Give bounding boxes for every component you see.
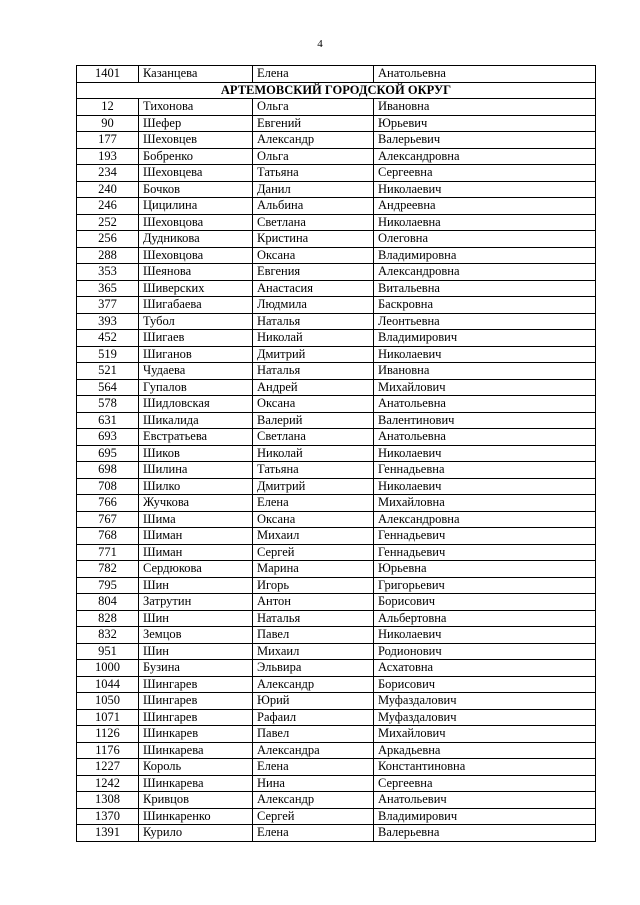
cell-patronymic: Владимирович [374, 808, 596, 825]
cell-number: 521 [77, 363, 139, 380]
table-row [77, 330, 596, 347]
cell-name: Александра [253, 742, 374, 759]
cell-patronymic: Александровна [374, 511, 596, 528]
cell-name: Елена [253, 759, 374, 776]
cell-surname: Шилина [139, 462, 253, 479]
cell-patronymic: Валентинович [374, 412, 596, 429]
table-row [77, 742, 596, 759]
cell-patronymic: Анатольевна [374, 66, 596, 83]
cell-surname: Кривцов [139, 792, 253, 809]
cell-name: Дмитрий [253, 346, 374, 363]
cell-surname: Шикалида [139, 412, 253, 429]
cell-number: 767 [77, 511, 139, 528]
cell-patronymic: Андреевна [374, 198, 596, 215]
cell-surname: Шидловская [139, 396, 253, 413]
cell-patronymic: Борисович [374, 676, 596, 693]
cell-patronymic: Михайлович [374, 379, 596, 396]
table-row [77, 132, 596, 149]
cell-surname: Шигабаева [139, 297, 253, 314]
cell-number: 1071 [77, 709, 139, 726]
table-row [77, 214, 596, 231]
cell-name: Игорь [253, 577, 374, 594]
cell-name: Николай [253, 445, 374, 462]
cell-patronymic: Анатольевна [374, 429, 596, 446]
cell-number: 795 [77, 577, 139, 594]
cell-number: 365 [77, 280, 139, 297]
cell-surname: Шинкарева [139, 742, 253, 759]
cell-patronymic: Александровна [374, 264, 596, 281]
cell-number: 708 [77, 478, 139, 495]
cell-surname: Цицилина [139, 198, 253, 215]
cell-surname: Шингарев [139, 709, 253, 726]
cell-name: Евгений [253, 115, 374, 132]
cell-patronymic: Юрьевич [374, 115, 596, 132]
cell-surname: Затрутин [139, 594, 253, 611]
cell-patronymic: Валерьевич [374, 132, 596, 149]
table-row [77, 594, 596, 611]
table-row [77, 412, 596, 429]
cell-number: 1391 [77, 825, 139, 842]
cell-patronymic: Григорьевич [374, 577, 596, 594]
cell-patronymic: Анатольевич [374, 792, 596, 809]
cell-patronymic: Михайлович [374, 726, 596, 743]
cell-patronymic: Аркадьевна [374, 742, 596, 759]
cell-patronymic: Анатольевна [374, 396, 596, 413]
cell-surname: Сердюкова [139, 561, 253, 578]
cell-name: Наталья [253, 610, 374, 627]
cell-surname: Шин [139, 610, 253, 627]
cell-patronymic: Олеговна [374, 231, 596, 248]
cell-number: 631 [77, 412, 139, 429]
cell-patronymic: Константиновна [374, 759, 596, 776]
cell-surname: Шеянова [139, 264, 253, 281]
cell-name: Анастасия [253, 280, 374, 297]
cell-name: Сергей [253, 544, 374, 561]
cell-number: 832 [77, 627, 139, 644]
table-row [77, 511, 596, 528]
cell-surname: Шеховцова [139, 214, 253, 231]
cell-name: Антон [253, 594, 374, 611]
cell-name: Наталья [253, 363, 374, 380]
cell-surname: Шиков [139, 445, 253, 462]
cell-patronymic: Ивановна [374, 99, 596, 116]
cell-name: Рафаил [253, 709, 374, 726]
table-row [77, 445, 596, 462]
table-row [77, 264, 596, 281]
cell-surname: Король [139, 759, 253, 776]
cell-surname: Шеховцев [139, 132, 253, 149]
cell-name: Андрей [253, 379, 374, 396]
cell-number: 240 [77, 181, 139, 198]
table-row [77, 577, 596, 594]
table-row [77, 808, 596, 825]
cell-surname: Евстратьева [139, 429, 253, 446]
cell-name: Оксана [253, 511, 374, 528]
cell-number: 698 [77, 462, 139, 479]
cell-surname: Бобренко [139, 148, 253, 165]
cell-surname: Гупалов [139, 379, 253, 396]
table-row [77, 759, 596, 776]
cell-surname: Курило [139, 825, 253, 842]
table-row [77, 610, 596, 627]
cell-number: 1126 [77, 726, 139, 743]
table-row [77, 495, 596, 512]
cell-name: Татьяна [253, 462, 374, 479]
cell-patronymic: Ивановна [374, 363, 596, 380]
table-row [77, 693, 596, 710]
cell-name: Оксана [253, 247, 374, 264]
roster-body [77, 66, 596, 842]
table-row [77, 627, 596, 644]
cell-number: 252 [77, 214, 139, 231]
cell-surname: Тубол [139, 313, 253, 330]
table-row [77, 165, 596, 182]
cell-name: Дмитрий [253, 478, 374, 495]
table-row [77, 792, 596, 809]
cell-number: 12 [77, 99, 139, 116]
cell-patronymic: Владимировна [374, 247, 596, 264]
cell-patronymic: Витальевна [374, 280, 596, 297]
cell-name: Елена [253, 825, 374, 842]
table-row [77, 379, 596, 396]
cell-name: Евгения [253, 264, 374, 281]
cell-number: 1050 [77, 693, 139, 710]
cell-surname: Шиман [139, 528, 253, 545]
cell-number: 768 [77, 528, 139, 545]
cell-number: 377 [77, 297, 139, 314]
cell-surname: Жучкова [139, 495, 253, 512]
table-row [77, 544, 596, 561]
cell-patronymic: Геннадьевич [374, 544, 596, 561]
cell-number: 578 [77, 396, 139, 413]
cell-name: Михаил [253, 643, 374, 660]
table-row [77, 462, 596, 479]
cell-number: 693 [77, 429, 139, 446]
table-row [77, 478, 596, 495]
table-row [77, 726, 596, 743]
cell-name: Людмила [253, 297, 374, 314]
cell-name: Александр [253, 792, 374, 809]
cell-surname: Дудникова [139, 231, 253, 248]
cell-name: Елена [253, 66, 374, 83]
table-row [77, 561, 596, 578]
table-row [77, 99, 596, 116]
cell-name: Марина [253, 561, 374, 578]
cell-number: 564 [77, 379, 139, 396]
cell-surname: Шингарев [139, 676, 253, 693]
cell-number: 1401 [77, 66, 139, 83]
cell-name: Александр [253, 676, 374, 693]
cell-patronymic: Владимирович [374, 330, 596, 347]
cell-name: Данил [253, 181, 374, 198]
cell-name: Павел [253, 726, 374, 743]
section-header-row [77, 82, 596, 99]
table-row [77, 231, 596, 248]
cell-patronymic: Геннадьевна [374, 462, 596, 479]
cell-number: 1242 [77, 775, 139, 792]
cell-surname: Шинкарева [139, 775, 253, 792]
cell-surname: Шинкаренко [139, 808, 253, 825]
cell-surname: Земцов [139, 627, 253, 644]
cell-number: 193 [77, 148, 139, 165]
cell-number: 828 [77, 610, 139, 627]
cell-name: Александр [253, 132, 374, 149]
cell-name: Татьяна [253, 165, 374, 182]
cell-patronymic: Николаевич [374, 445, 596, 462]
cell-patronymic: Асхатовна [374, 660, 596, 677]
cell-patronymic: Борисович [374, 594, 596, 611]
cell-patronymic: Альбертовна [374, 610, 596, 627]
cell-patronymic: Николаевич [374, 181, 596, 198]
table-row [77, 660, 596, 677]
cell-number: 766 [77, 495, 139, 512]
cell-surname: Чудаева [139, 363, 253, 380]
cell-number: 1176 [77, 742, 139, 759]
roster-table [76, 65, 596, 842]
cell-name: Валерий [253, 412, 374, 429]
cell-name: Ольга [253, 148, 374, 165]
cell-number: 804 [77, 594, 139, 611]
cell-surname: Шеховцева [139, 165, 253, 182]
cell-name: Юрий [253, 693, 374, 710]
cell-surname: Шиман [139, 544, 253, 561]
cell-surname: Тихонова [139, 99, 253, 116]
cell-surname: Шефер [139, 115, 253, 132]
cell-surname: Шима [139, 511, 253, 528]
cell-number: 246 [77, 198, 139, 215]
cell-patronymic: Валерьевна [374, 825, 596, 842]
table-row [77, 676, 596, 693]
cell-patronymic: Геннадьевич [374, 528, 596, 545]
cell-surname: Шинкарев [139, 726, 253, 743]
table-row [77, 396, 596, 413]
table-row [77, 429, 596, 446]
cell-name: Светлана [253, 429, 374, 446]
cell-name: Альбина [253, 198, 374, 215]
cell-surname: Шиверских [139, 280, 253, 297]
cell-name: Наталья [253, 313, 374, 330]
cell-number: 1044 [77, 676, 139, 693]
table-row [77, 148, 596, 165]
cell-patronymic: Николаевна [374, 214, 596, 231]
cell-patronymic: Родионович [374, 643, 596, 660]
cell-name: Павел [253, 627, 374, 644]
cell-surname: Шигаев [139, 330, 253, 347]
cell-patronymic: Николаевич [374, 346, 596, 363]
cell-name: Сергей [253, 808, 374, 825]
cell-patronymic: Юрьевна [374, 561, 596, 578]
table-row [77, 775, 596, 792]
cell-number: 782 [77, 561, 139, 578]
table-row [77, 825, 596, 842]
cell-number: 177 [77, 132, 139, 149]
table-row [77, 181, 596, 198]
table-row [77, 528, 596, 545]
cell-name: Елена [253, 495, 374, 512]
cell-name: Ольга [253, 99, 374, 116]
cell-patronymic: Николаевич [374, 478, 596, 495]
cell-name: Эльвира [253, 660, 374, 677]
cell-patronymic: Леонтьевна [374, 313, 596, 330]
cell-patronymic: Александровна [374, 148, 596, 165]
cell-name: Оксана [253, 396, 374, 413]
cell-number: 1000 [77, 660, 139, 677]
table-row [77, 313, 596, 330]
cell-number: 90 [77, 115, 139, 132]
table-row [77, 297, 596, 314]
cell-number: 234 [77, 165, 139, 182]
cell-number: 288 [77, 247, 139, 264]
cell-number: 771 [77, 544, 139, 561]
cell-name: Николай [253, 330, 374, 347]
cell-surname: Шиганов [139, 346, 253, 363]
table-row [77, 709, 596, 726]
table-row [77, 247, 596, 264]
cell-surname: Шин [139, 643, 253, 660]
table-row [77, 115, 596, 132]
cell-patronymic: Михайловна [374, 495, 596, 512]
cell-patronymic: Муфаздалович [374, 693, 596, 710]
cell-number: 519 [77, 346, 139, 363]
cell-patronymic: Баскровна [374, 297, 596, 314]
table-row [77, 643, 596, 660]
cell-surname: Шеховцова [139, 247, 253, 264]
table-row [77, 363, 596, 380]
cell-name: Михаил [253, 528, 374, 545]
cell-patronymic: Муфаздалович [374, 709, 596, 726]
page-number: 4 [317, 38, 323, 50]
table-row [77, 66, 596, 83]
cell-number: 393 [77, 313, 139, 330]
cell-name: Кристина [253, 231, 374, 248]
cell-name: Нина [253, 775, 374, 792]
section-title: АРТЕМОВСКИЙ ГОРОДСКОЙ ОКРУГ [77, 82, 596, 99]
table-row [77, 198, 596, 215]
cell-number: 1308 [77, 792, 139, 809]
cell-number: 353 [77, 264, 139, 281]
cell-surname: Бузина [139, 660, 253, 677]
cell-surname: Бочков [139, 181, 253, 198]
cell-number: 1227 [77, 759, 139, 776]
cell-surname: Шилко [139, 478, 253, 495]
cell-patronymic: Сергеевна [374, 775, 596, 792]
cell-patronymic: Сергеевна [374, 165, 596, 182]
table-row [77, 346, 596, 363]
cell-patronymic: Николаевич [374, 627, 596, 644]
cell-number: 695 [77, 445, 139, 462]
cell-surname: Шин [139, 577, 253, 594]
cell-number: 1370 [77, 808, 139, 825]
cell-number: 951 [77, 643, 139, 660]
cell-surname: Шингарев [139, 693, 253, 710]
cell-number: 452 [77, 330, 139, 347]
cell-surname: Казанцева [139, 66, 253, 83]
cell-number: 256 [77, 231, 139, 248]
cell-name: Светлана [253, 214, 374, 231]
table-row [77, 280, 596, 297]
